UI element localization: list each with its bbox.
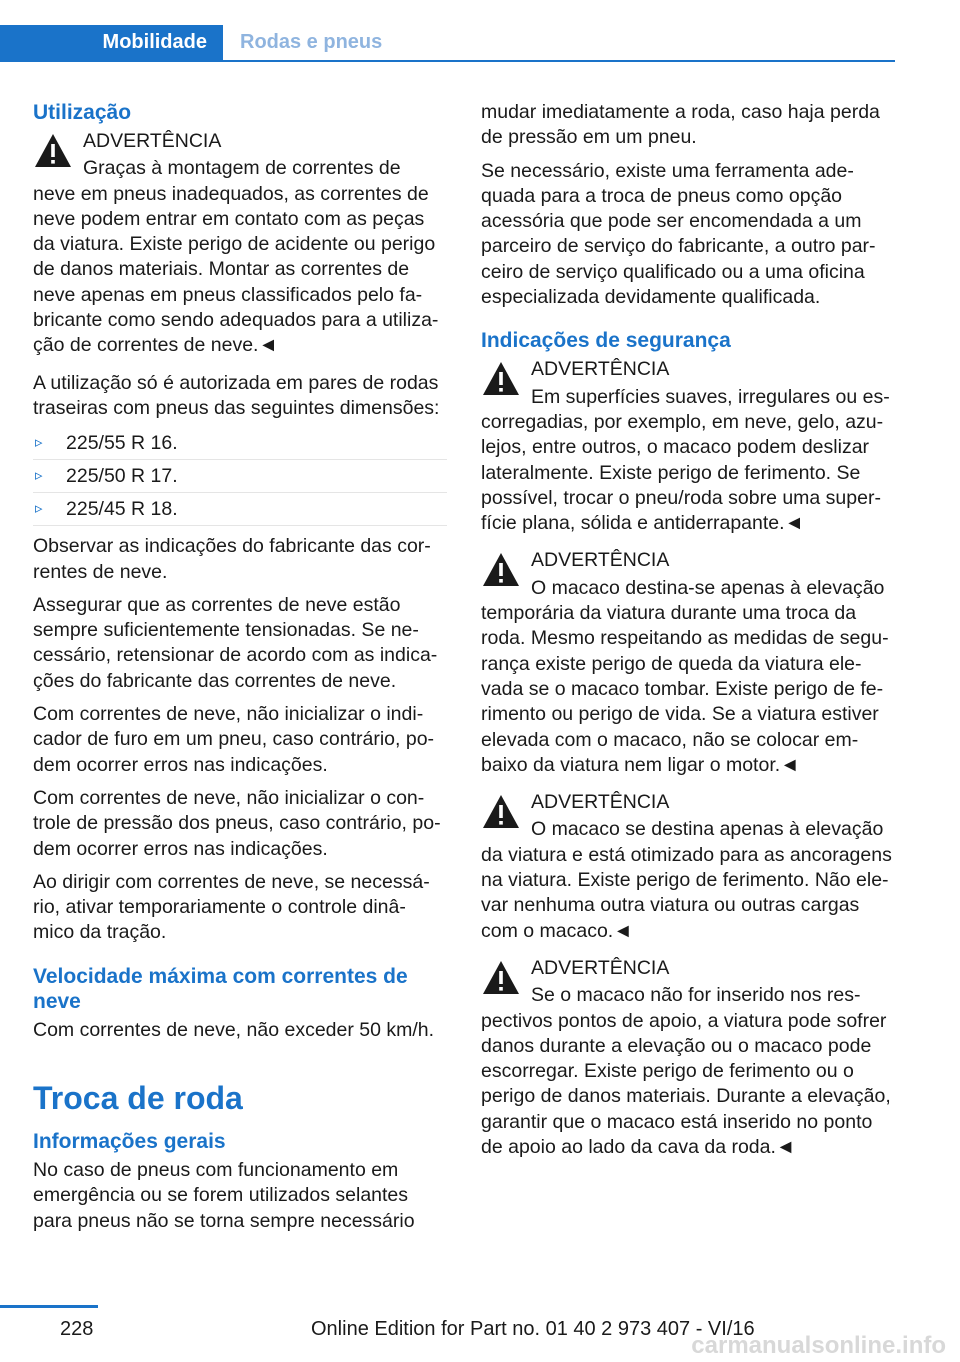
paragraph: Se necessário, existe uma ferramenta ade- quada para a troca de pneus como opção acessória que pode ser encomendada a um parceiro de serviço do fabricante, a outro par- ceiro de serviço qualificado ou a uma oficina especializada devidamente qualificada.: [481, 159, 876, 309]
warning-title: ADVERTÊNCIA: [531, 956, 670, 979]
page-number: 228: [60, 1318, 94, 1340]
warning-text: O macaco destina-se apenas à elevação temporária da viatura durante uma troca da roda. Mesmo respeitando as medidas de segu- rança existe perigo de queda da viatura ele- vada se o macaco tombar. Existe perigo de fe- rimento ou perigo de vida. Se a viatura estiver elevada com o macaco, não se colocar em- baixo da viatura nem ligar o motor.◄: [481, 576, 889, 776]
bullet-icon: ▹: [35, 467, 43, 485]
bullet-icon: ▹: [35, 434, 43, 452]
warning-block: [481, 790, 895, 944]
list-item: ▹ 225/50 R 17.: [33, 462, 447, 495]
warning-title: ADVERTÊNCIA: [531, 549, 670, 572]
heading-wheel-change: Troca de roda: [33, 1080, 243, 1117]
paragraph: A utilização só é autorizada em pares de rodas traseiras com pneus das seguintes dimensões:: [33, 371, 440, 419]
edition-text: Online Edition for Part no. 01 40 2 973 407 - VI/16: [311, 1318, 755, 1340]
warning-triangle-icon: [33, 131, 73, 175]
warning-title: ADVERTÊNCIA: [83, 130, 222, 152]
paragraph: Com correntes de neve, não inicializar o con- trole de pressão dos pneus, caso contrário, po- dem ocorrer erros nas indicações.: [33, 786, 441, 860]
warning-text: Se o macaco não for inserido nos res- pectivos pontos de apoio, a viatura pode sofrer danos durante a elevação ou o macaco pode escorregar. Existe perigo de ferimento ou o perigo de danos materiais. Durante a elevação, garantir que o macaco está inserido no ponto de apoio ao lado da cava da roda.◄: [481, 984, 891, 1158]
paragraph: Com correntes de neve, não inicializar o indi- cador de furo em um pneu, caso contrário, po- dem ocorrer erros nas indicações.: [33, 703, 435, 776]
list-item: ▹ 225/45 R 18.: [33, 495, 447, 528]
warning-triangle-icon: [481, 359, 521, 403]
heading-use: Utilização: [33, 101, 132, 124]
paragraph: mudar imediatamente a roda, caso haja perda de pressão em um pneu.: [481, 101, 880, 149]
paragraph: Observar as indicações do fabricante das cor- rentes de neve.: [33, 535, 431, 583]
paragraph: Ao dirigir com correntes de neve, se necessá- rio, ativar temporariamente o controle dinâ- mico da tração.: [33, 870, 430, 944]
warning-triangle-icon: [481, 958, 521, 1002]
warning-block: [481, 956, 895, 1160]
paragraph: Com correntes de neve, não exceder 50 km/h.: [33, 1018, 435, 1041]
heading-general-info: Informações gerais: [33, 1130, 226, 1154]
heading-max-speed: Velocidade máxima com correntes de neve: [33, 964, 408, 1013]
warning-title: ADVERTÊNCIA: [531, 791, 670, 814]
warning-text: Graças à montagem de correntes de neve em pneus inadequados, as correntes de neve podem entrar em contato com as peças da viatura. Existe perigo de acidente ou perigo de danos materiais. Montar as correntes de neve apenas em pneus classificados pelo fa- bricante como sendo adequados para a utiliza- ção de correntes de neve.◄: [33, 157, 439, 357]
bullet-icon: ▹: [35, 500, 43, 518]
warning-triangle-icon: [481, 792, 521, 836]
right-column: [481, 100, 895, 1172]
paragraph: Assegurar que as correntes de neve estão sempre suficientemente tensionadas. Se ne- cessário, retensionar de acordo com as indica- ções do fabricante das correntes de neve.: [33, 593, 438, 692]
footer-rule: [0, 1305, 98, 1308]
warning-block: [481, 357, 895, 536]
warning-triangle-icon: [481, 550, 521, 594]
left-column: [33, 100, 447, 1242]
tire-size-list: [33, 429, 447, 528]
warning-text: Em superfícies suaves, irregulares ou es- corregadias, por exemplo, em neve, gelo, azu- lejos, entre outros, o macaco podem deslizar lateralmente. Existe perigo de ferimento. Se possível, trocar o pneu/roda sobre uma super- fície plana, sólida e antiderrapante.◄: [481, 385, 890, 535]
warning-block: [481, 548, 895, 778]
warning-block: [33, 129, 447, 359]
header-section: Mobilidade: [0, 25, 223, 60]
watermark: carmanualsonline.info: [691, 1332, 946, 1359]
page-header: [0, 25, 895, 62]
paragraph: No caso de pneus com funcionamento em emergência ou se forem utilizados selantes para pneus não se torna sempre necessário: [33, 1159, 415, 1232]
list-item: ▹ 225/55 R 16.: [33, 429, 447, 462]
warning-text: O macaco se destina apenas à elevação da viatura e está otimizado para as ancoragens na viatura. Existe perigo de ferimento. Não ele- var nenhuma outra viatura ou outras cargas com o macaco.◄: [481, 818, 892, 942]
heading-safety: Indicações de segurança: [481, 329, 731, 353]
warning-title: ADVERTÊNCIA: [531, 358, 670, 381]
header-subsection: Rodas e pneus: [240, 31, 383, 53]
header-rule: [0, 60, 895, 62]
